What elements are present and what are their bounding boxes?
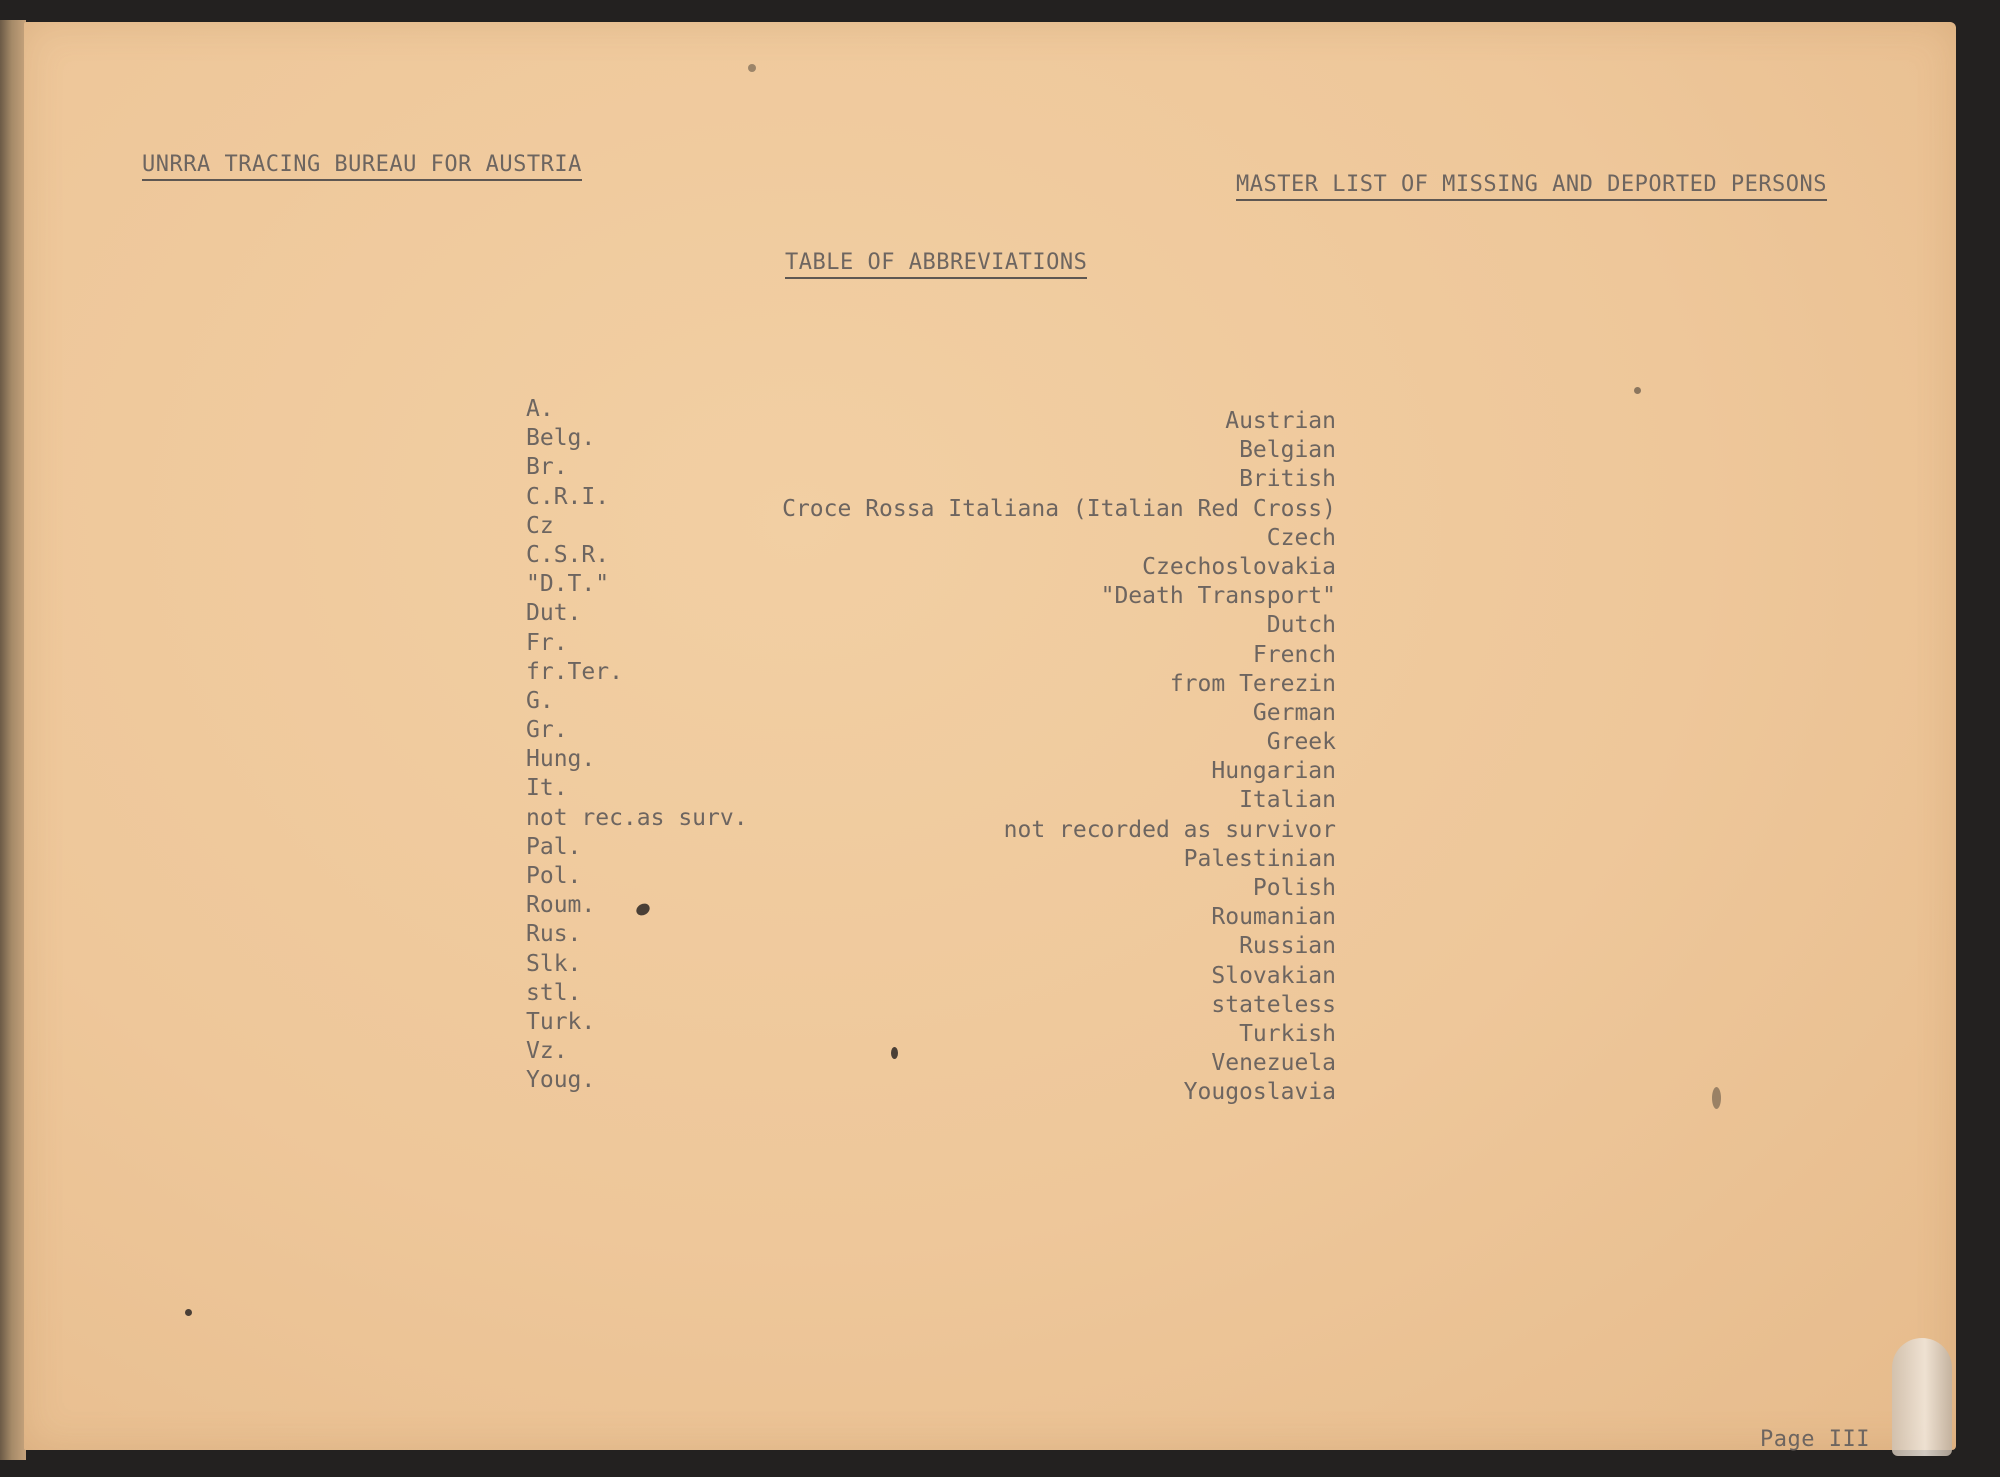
abbreviation-meaning: not recorded as survivor: [1003, 816, 1336, 843]
abbreviation-term: Rus.: [526, 921, 582, 948]
abbreviation-term: "D.T.": [526, 571, 610, 598]
binding-edge: [0, 20, 26, 1460]
abbreviation-meaning: Slovakian: [1211, 962, 1336, 989]
header-organization: UNRRA TRACING BUREAU FOR AUSTRIA: [142, 152, 582, 181]
abbreviation-term: Pal.: [526, 833, 582, 860]
abbreviation-row: [526, 1008, 1346, 1047]
abbreviation-term: Hung.: [526, 746, 596, 773]
abbreviation-meaning: Italian: [1239, 787, 1336, 814]
abbreviation-row: [526, 629, 1346, 668]
ink-blot: [1712, 1087, 1721, 1109]
abbreviation-term: C.R.I.: [526, 483, 610, 510]
abbreviation-row: [526, 396, 1346, 434]
ink-blot: [1634, 387, 1641, 394]
abbreviation-row: [526, 717, 1346, 756]
abbreviation-row: [526, 804, 1346, 843]
abbreviation-row: [526, 746, 1346, 785]
abbreviation-row: [526, 775, 1346, 814]
abbreviation-term: Gr.: [526, 717, 568, 744]
abbreviation-term: stl.: [526, 979, 582, 1006]
abbreviation-term: A.: [526, 396, 554, 422]
abbreviation-meaning: Austrian: [1225, 408, 1336, 434]
abbreviation-term: fr.Ter.: [526, 658, 623, 685]
abbreviation-meaning: Hungarian: [1211, 758, 1336, 785]
abbreviation-meaning: Roumanian: [1211, 904, 1336, 931]
page-number: Page III: [1760, 1427, 1870, 1452]
abbreviation-term: Br.: [526, 454, 568, 481]
ink-blot: [748, 64, 756, 72]
page-corner-curl: [1892, 1338, 1952, 1456]
abbreviation-meaning: Dutch: [1266, 612, 1336, 639]
abbreviation-row: [526, 483, 1346, 522]
abbreviation-row: [526, 512, 1346, 551]
abbreviation-meaning: French: [1252, 641, 1336, 668]
abbreviation-meaning: Czech: [1266, 524, 1336, 551]
abbreviation-term: Belg.: [526, 425, 596, 452]
abbreviation-row: [526, 979, 1346, 1018]
abbreviation-meaning: "Death Transport": [1100, 583, 1336, 610]
abbreviation-meaning: Palestinian: [1183, 845, 1336, 872]
abbreviation-row: [526, 1067, 1346, 1106]
abbreviation-meaning: stateless: [1211, 991, 1336, 1018]
abbreviation-term: Youg.: [526, 1067, 596, 1094]
abbreviation-term: Turk.: [526, 1008, 596, 1035]
abbreviation-meaning: British: [1239, 466, 1336, 493]
abbreviation-term: Slk.: [526, 950, 582, 977]
abbreviation-meaning: Croce Rossa Italiana (Italian Red Cross): [782, 495, 1336, 522]
abbreviation-term: G.: [526, 687, 554, 714]
abbreviation-term: Cz: [526, 512, 554, 539]
ink-blot: [891, 1047, 898, 1059]
abbreviation-row: [526, 921, 1346, 960]
abbreviation-term: Pol.: [526, 863, 582, 889]
abbreviation-row: [526, 571, 1346, 610]
abbreviation-row: [526, 833, 1346, 872]
abbreviation-row: [526, 658, 1346, 697]
abbreviation-term: Vz.: [526, 1038, 568, 1065]
abbreviation-term: not rec.as surv.: [526, 804, 748, 831]
abbreviation-row: [526, 600, 1346, 639]
abbreviation-term: It.: [526, 775, 568, 802]
ink-blot: [185, 1309, 192, 1316]
abbreviation-row: [526, 1038, 1346, 1077]
abbreviation-meaning: German: [1252, 699, 1336, 726]
abbreviation-meaning: Polish: [1252, 875, 1336, 901]
abbreviation-meaning: Yougoslavia: [1183, 1079, 1336, 1106]
abbreviation-meaning: from Terezin: [1169, 670, 1336, 697]
abbreviation-row: [526, 425, 1346, 464]
abbreviation-row: [526, 541, 1346, 580]
abbreviation-meaning: Turkish: [1239, 1020, 1336, 1047]
abbreviation-row: [526, 454, 1346, 493]
abbreviation-row: [526, 950, 1346, 989]
abbreviation-meaning: Russian: [1239, 933, 1336, 960]
abbreviation-meaning: Czechoslovakia: [1142, 553, 1336, 580]
table-title: TABLE OF ABBREVIATIONS: [785, 250, 1087, 279]
abbreviation-meaning: Greek: [1266, 729, 1336, 756]
abbreviation-row: [526, 863, 1346, 901]
abbreviation-row: [526, 687, 1346, 726]
abbreviation-term: Roum.: [526, 892, 596, 919]
abbreviation-meaning: Venezuela: [1211, 1050, 1336, 1077]
abbreviation-term: Dut.: [526, 600, 582, 627]
abbreviation-term: C.S.R.: [526, 541, 610, 568]
abbreviation-term: Fr.: [526, 629, 568, 656]
abbreviation-list: [526, 396, 1346, 1106]
header-list-title: MASTER LIST OF MISSING AND DEPORTED PERSONS: [1236, 172, 1827, 201]
abbreviation-meaning: Belgian: [1239, 437, 1336, 464]
